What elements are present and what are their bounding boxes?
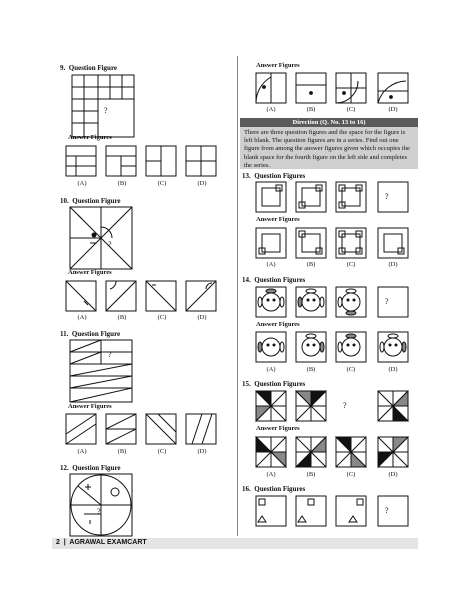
q15-option-a-label: (A) — [266, 471, 276, 478]
q12-option-b-figure — [296, 73, 326, 103]
q9-option-a-label: (A) — [77, 180, 87, 187]
q11-option-a-figure — [66, 414, 96, 444]
q9-option-a-figure — [66, 146, 96, 176]
q14-option-a-label: (A) — [266, 366, 276, 373]
q14-option-a-figure — [256, 332, 286, 362]
q13-answers-heading: Answer Figures — [256, 216, 300, 223]
q11-option-c-figure — [146, 414, 176, 444]
q12-answers-heading: Answer Figures — [256, 62, 300, 69]
q9-option-b-label: (B) — [117, 180, 127, 187]
q9-question-mark: ? — [104, 106, 108, 115]
q10-option-c-figure — [146, 281, 176, 311]
q14-answers-heading: Answer Figures — [256, 321, 300, 328]
q15-question-figures — [256, 391, 408, 421]
q15-option-a-figure — [256, 437, 286, 467]
q13-option-a-label: (A) — [266, 261, 276, 268]
q9-question-figure — [72, 75, 134, 137]
q14-option-b-label: (B) — [306, 366, 316, 373]
q11-question-mark: ? — [108, 350, 112, 359]
q11-answers-heading: Answer Figures — [68, 403, 112, 410]
q13-heading: 13. Question Figures — [242, 172, 306, 180]
q15-answers-heading: Answer Figures — [256, 425, 300, 432]
q14-option-b-figure — [296, 332, 326, 362]
q9-heading: 9. Question Figure — [60, 64, 118, 72]
q10-option-b-figure — [106, 281, 136, 311]
q10-heading: 10. Question Figure — [60, 197, 121, 205]
q14-heading: 14. Question Figures — [242, 276, 306, 284]
q10-option-d-figure — [186, 281, 216, 311]
q11-heading: 11. Question Figure — [60, 330, 121, 338]
q10-option-c-label: (C) — [157, 314, 167, 321]
footer-separator: | — [63, 539, 66, 546]
q14-option-c-figure — [336, 332, 366, 362]
q12-option-a-figure — [256, 73, 286, 103]
q9-answer-figures — [66, 146, 216, 176]
q14-option-d-label: (D) — [388, 366, 398, 373]
q12-option-a-label: (A) — [266, 106, 276, 113]
q15-option-c-figure — [336, 437, 366, 467]
q10-answer-figures — [66, 281, 216, 311]
q12-question-figure — [70, 474, 132, 536]
q15-answer-figures — [256, 437, 408, 467]
q13-question-mark: ? — [385, 192, 389, 201]
q14-answer-figures — [256, 332, 408, 362]
q11-option-d-label: (D) — [197, 448, 207, 455]
page-number: 2 — [56, 539, 60, 546]
q11-answer-figures — [66, 414, 216, 444]
q11-option-d-figure — [186, 414, 216, 444]
q13-option-a-figure — [256, 228, 286, 258]
q12-answer-figures — [256, 73, 408, 103]
direction-text: There are three question figures and the space for the figure is left blank. The question figures are in a series. Find out one figure from among the answer figures given which occupies the blank space for the fourth figure on the left side and completes the series. — [240, 127, 418, 169]
q15-option-d-figure — [378, 437, 408, 467]
q16-heading: 16. Question Figures — [242, 485, 306, 493]
direction-title: Direction (Q. No. 13 to 16) — [240, 118, 418, 127]
q9-answers-heading: Answer Figures — [68, 134, 112, 141]
page-footer — [56, 539, 147, 546]
q12-option-b-label: (B) — [306, 106, 316, 113]
q9-option-c-figure — [146, 146, 176, 176]
q10-question-mark: ? — [108, 240, 112, 249]
q13-answer-figures — [256, 228, 408, 258]
q14-option-d-figure — [378, 332, 408, 362]
q12-heading: 12. Question Figure — [60, 464, 121, 472]
q15-option-b-label: (B) — [306, 471, 316, 478]
publisher-brand: AGRAWAL EXAMCART — [69, 539, 147, 546]
q12-option-c-figure — [336, 73, 366, 103]
q12-option-c-label: (C) — [346, 106, 356, 113]
q15-option-c-label: (C) — [346, 471, 356, 478]
q15-option-d-label: (D) — [388, 471, 398, 478]
q13-option-d-figure — [378, 228, 408, 258]
q16-question-mark: ? — [385, 506, 389, 515]
q13-option-c-figure — [336, 228, 366, 258]
q9-option-b-figure — [106, 146, 136, 176]
q11-option-c-label: (C) — [157, 448, 167, 455]
q15-option-b-figure — [296, 437, 326, 467]
q12-option-d-label: (D) — [388, 106, 398, 113]
q15-question-mark: ? — [343, 401, 347, 410]
q12-question-mark: ? — [97, 507, 101, 516]
q10-answers-heading: Answer Figures — [68, 269, 112, 276]
q11-option-b-label: (B) — [117, 448, 127, 455]
q14-option-c-label: (C) — [346, 366, 356, 373]
q11-option-b-figure — [106, 414, 136, 444]
q11-option-a-label: (A) — [77, 448, 87, 455]
q10-option-a-figure — [66, 281, 96, 311]
q10-option-a-label: (A) — [77, 314, 87, 321]
q10-option-d-label: (D) — [197, 314, 207, 321]
q13-option-b-label: (B) — [306, 261, 316, 268]
q15-heading: 15. Question Figures — [242, 380, 306, 388]
q13-option-c-label: (C) — [346, 261, 356, 268]
q12-option-d-figure — [378, 73, 408, 103]
q13-option-d-label: (D) — [388, 261, 398, 268]
q10-option-b-label: (B) — [117, 314, 127, 321]
column-divider — [237, 56, 238, 536]
q11-question-figure — [70, 340, 132, 402]
q9-option-d-figure — [186, 146, 216, 176]
q9-option-c-label: (C) — [157, 180, 167, 187]
q14-question-mark: ? — [385, 297, 389, 306]
q13-option-b-figure — [296, 228, 326, 258]
q9-option-d-label: (D) — [197, 180, 207, 187]
q10-question-figure — [70, 207, 132, 269]
